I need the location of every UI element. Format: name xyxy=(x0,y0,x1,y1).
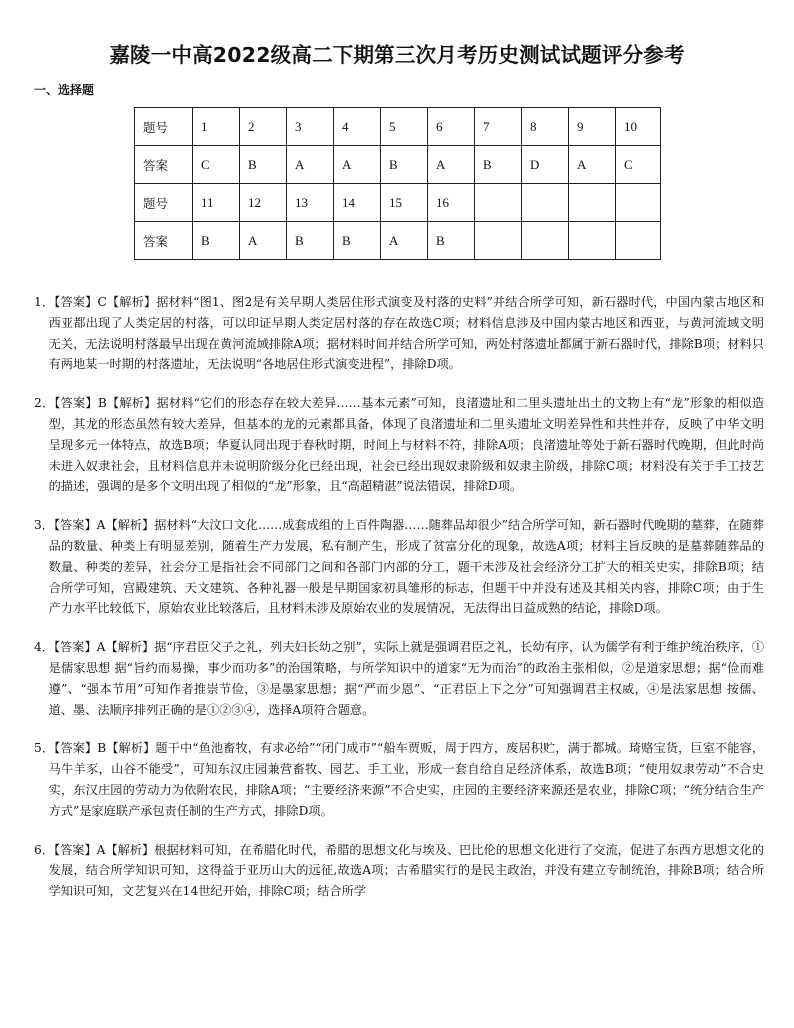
table-cell: B xyxy=(240,146,287,184)
item-number: 3 xyxy=(34,518,42,533)
table-cell: A xyxy=(381,222,428,260)
table-cell xyxy=(569,184,616,222)
item-text: 据材料“它们的形态存在较大差异……基本元素”可知，良渚遗址和二里头遗址出土的文物上有“龙”形象的相似造型，其龙的形态虽然有较大差异，但基本的龙的元素都具备，体现了良渚遗址和二里头遗址文明差异性和共性并存，反映了中华文明呈现多元一体特点，故选B项；华夏认同出现于春秋时期，时间上与材料不符，排除A项；良渚遗址等处于新石器时代晚期，但此时尚未进入奴隶社会，且材料信息并未说明阶级分化已经出现，社会已经出现奴隶阶级和奴隶主阶级，排除C项；材料没有关于手工技艺的描述，强调的是多个文明出现了相似的“龙”形象，且“高超精湛”说法错误，排除D项。 xyxy=(48,396,765,494)
item-text: 据“序君臣父子之礼，列夫妇长幼之别”，实际上就是强调君臣之礼，长幼有序，认为儒学有利于维护统治秩序，①是儒家思想 据“旨约而易操，事少而功多”的治国策略，与所学知识中的道家“无为而治”的政治主张相似，②是道家思想；据“俭而难遵”、“强本节用”可知作者推崇节俭，③是墨家思想；据“严而少恩”、“正君臣上下之分”可知强调君主权威，④是法家思想 按儒、道、墨、法顺序排列正确的是①②③④，选择A项符合题意。 xyxy=(48,640,765,717)
item-dot: ． xyxy=(41,518,54,533)
table-cell: A xyxy=(240,222,287,260)
item-dot: ． xyxy=(41,741,55,756)
table-cell: 6 xyxy=(428,108,475,146)
table-row-label: 答案 xyxy=(135,222,193,260)
explanation-item xyxy=(34,292,764,375)
table-cell xyxy=(475,222,522,260)
table-cell: 14 xyxy=(334,184,381,222)
table-cell: 11 xyxy=(193,184,240,222)
item-answer: A xyxy=(96,842,106,857)
table-row-label: 题号 xyxy=(135,184,193,222)
item-answer: A xyxy=(96,518,106,533)
explanation-list xyxy=(34,292,764,920)
table-cell: B xyxy=(287,222,334,260)
table-cell xyxy=(522,184,569,222)
analysis-label: 【解析】 xyxy=(106,741,156,756)
table-cell: 16 xyxy=(428,184,475,222)
item-dot: ． xyxy=(41,640,54,655)
table-cell: B xyxy=(475,146,522,184)
item-answer: A xyxy=(96,640,106,655)
table-cell: 4 xyxy=(334,108,381,146)
answer-table-answer-row xyxy=(135,222,661,260)
analysis-label: 【解析】 xyxy=(105,640,155,655)
analysis-label: 【解析】 xyxy=(105,842,155,857)
answer-label: 【答案】 xyxy=(53,842,97,857)
item-dot: ． xyxy=(41,396,55,411)
item-answer: C xyxy=(97,295,107,309)
item-answer: B xyxy=(97,396,107,411)
analysis-label: 【解析】 xyxy=(106,396,157,411)
table-cell: D xyxy=(522,146,569,184)
item-dot: ． xyxy=(41,295,55,309)
answer-label: 【答案】 xyxy=(54,396,98,411)
answer-table xyxy=(134,107,661,260)
explanation-item xyxy=(34,840,764,902)
page-title: 嘉陵一中高2022级高二下期第三次月考历史测试试题评分参考 xyxy=(109,43,685,67)
item-number: 5 xyxy=(34,741,42,756)
item-text: 据材料“大汶口文化……成套成组的上百件陶器……随葬品却很少”结合所学可知，新石器时代晚期的墓葬，在随葬品的数量、种类上有明显差别，随着生产力发展，私有制产生，形成了贫富分化的现象，故选A项；材料主旨反映的是墓葬随葬品的数量、种类的差异，社会分工是指社会不同部门之间和各部门内部的分工，题干未涉及社会经济分工扩大的相关史实，排除B项；结合所学可知，宫殿建筑、天文建筑、各种礼器一般是早期国家初具雏形的标志，但题干中并没有述及其相关内容，排除C项；由于生产力水平比较低下，原始农业比较落后，且材料未涉及原始农业的发展情况，无法得出日益成熟的结论，排除D项。 xyxy=(48,518,765,616)
item-number: 6 xyxy=(34,842,42,857)
explanation-item xyxy=(34,393,764,497)
item-number: 1 xyxy=(34,295,42,309)
table-cell: 12 xyxy=(240,184,287,222)
table-cell: 2 xyxy=(240,108,287,146)
table-cell: 15 xyxy=(381,184,428,222)
section-heading: 一、选择题 xyxy=(34,83,95,97)
table-row-label: 题号 xyxy=(135,108,193,146)
table-cell: B xyxy=(334,222,381,260)
item-dot: ． xyxy=(41,842,54,857)
table-cell: A xyxy=(287,146,334,184)
item-text: 根据材料可知，在希腊化时代，希腊的思想文化与埃及、巴比伦的思想文化进行了交流，促进了东西方思想文化的发展，结合所学知识可知，这得益于亚历山大的远征,故选A项；古希腊实行的是民主政治，并没有建立专制统治，排除B项；结合所学知识可知，文艺复兴在14世纪开始，排除C项；结合所学 xyxy=(48,842,765,899)
answer-label: 【答案】 xyxy=(54,741,98,756)
answer-label: 【答案】 xyxy=(53,518,97,533)
table-cell: C xyxy=(616,146,661,184)
table-cell: 7 xyxy=(475,108,522,146)
table-cell xyxy=(475,184,522,222)
table-row-label: 答案 xyxy=(135,146,193,184)
answer-table-answer-row xyxy=(135,146,661,184)
explanation-item xyxy=(34,637,764,720)
table-cell xyxy=(616,222,661,260)
table-cell: 5 xyxy=(381,108,428,146)
table-cell xyxy=(569,222,616,260)
item-number: 2 xyxy=(34,396,42,411)
item-answer: B xyxy=(97,741,107,756)
answer-label: 【答案】 xyxy=(54,295,98,309)
table-cell: A xyxy=(334,146,381,184)
table-cell: C xyxy=(193,146,240,184)
table-cell: 3 xyxy=(287,108,334,146)
table-cell: 13 xyxy=(287,184,334,222)
item-number: 4 xyxy=(34,640,42,655)
table-cell: A xyxy=(569,146,616,184)
analysis-label: 【解析】 xyxy=(106,295,157,309)
answer-table-number-row xyxy=(135,108,661,146)
table-cell: B xyxy=(428,222,475,260)
table-cell: B xyxy=(381,146,428,184)
analysis-label: 【解析】 xyxy=(105,518,155,533)
explanation-item xyxy=(34,515,764,619)
table-cell: 8 xyxy=(522,108,569,146)
answer-table-number-row xyxy=(135,184,661,222)
table-cell xyxy=(616,184,661,222)
item-text: 题干中“鱼池畜牧，有求必给”“闭门成市”“船车贾贩，周于四方，废居积贮，满于都城。琦赂宝货，巨室不能容，马牛羊豕，山谷不能受”，可知东汉庄园兼营畜牧、园艺、手工业，形成一套自给自足经济体系，故选B项；“使用奴隶劳动”不合史实，东汉庄园的劳动力为依附农民，排除A项；“主要经济来源”不合史实，庄园的主要经济来源还是农业，排除C项；“统分结合生产方式”是家庭联产承包责任制的生产方式，排除D项。 xyxy=(48,741,765,818)
table-cell: 9 xyxy=(569,108,616,146)
table-cell: A xyxy=(428,146,475,184)
item-text: 据材料“图1、图2是有关早期人类居住形式演变及村落的史料”并结合所学可知，新石器时代，中国内蒙古地区和西亚都出现了人类定居的村落，可以印证早期人类定居村落的存在故选C项；材料信息涉及中国内蒙古地区和西亚，与黄河流域文明无关，无法说明村落最早出现在黄河流域排除A项；据材料时间并结合所学可知，两处村落遗址都属于新石器时代，排除B项；材料只有两地某一时期的村落遗址，无法说明“各地居住形式演变进程”，排除D项。 xyxy=(48,295,765,372)
answer-label: 【答案】 xyxy=(53,640,97,655)
table-cell: 10 xyxy=(616,108,661,146)
table-cell: B xyxy=(193,222,240,260)
table-cell: 1 xyxy=(193,108,240,146)
explanation-item xyxy=(34,738,764,821)
table-cell xyxy=(522,222,569,260)
